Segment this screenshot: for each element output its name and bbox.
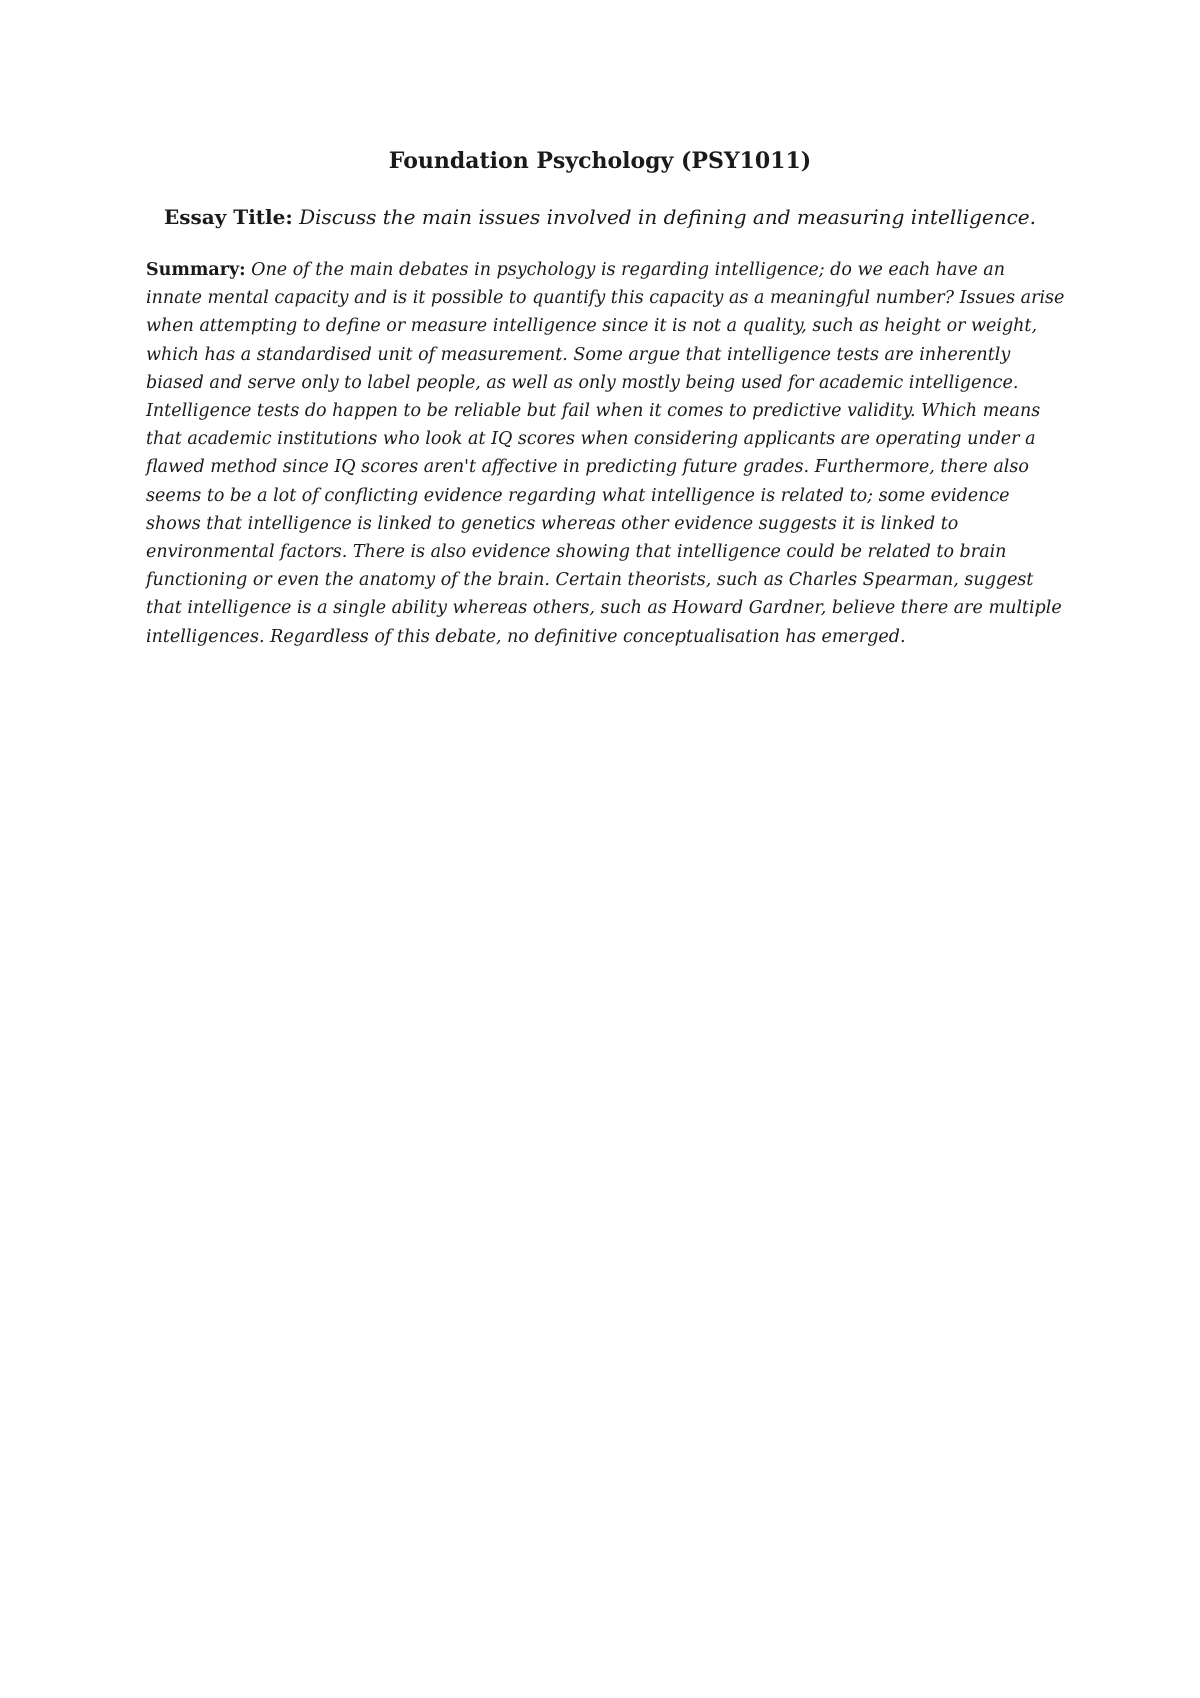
summary-label: Summary: <box>146 260 246 280</box>
course-title: Foundation Psychology (PSY1011) <box>388 148 812 174</box>
essay-title-text: Discuss the main issues involved in defining and measuring intelligence. <box>299 205 1036 229</box>
essay-title-label: Essay Title: <box>164 205 293 229</box>
essay-title <box>0 202 1200 232</box>
summary-paragraph <box>146 256 1066 651</box>
summary-text: One of the main debates in psychology is regarding intelligence; do we each have an innate mental capacity and is it possible to quantify this capacity as a meaningful number? Issues arise when attempting to define or measure intelligence since it is not a quality, such as height or weight, which has a standardised unit of measurement. Some argue that intelligence tests are inherently biased and serve only to label people, as well as only mostly being used for academic intelligence. Intelligence tests do happen to be reliable but fail when it comes to predictive validity. Which means that academic institutions who look at IQ scores when considering applicants are operating under a flawed method since IQ scores aren't affective in predicting future grades. Furthermore, there also seems to be a lot of conflicting evidence regarding what intelligence is related to; some evidence shows that intelligence is linked to genetics whereas other evidence suggests it is linked to environmental factors. There is also evidence showing that intelligence could be related to brain functioning or even the anatomy of the brain. Certain theorists, such as Charles Spearman, suggest that intelligence is a single ability whereas others, such as Howard Gardner, believe there are multiple intelligences. Regardless of this debate, no definitive conceptualisation has emerged. <box>146 260 1065 647</box>
